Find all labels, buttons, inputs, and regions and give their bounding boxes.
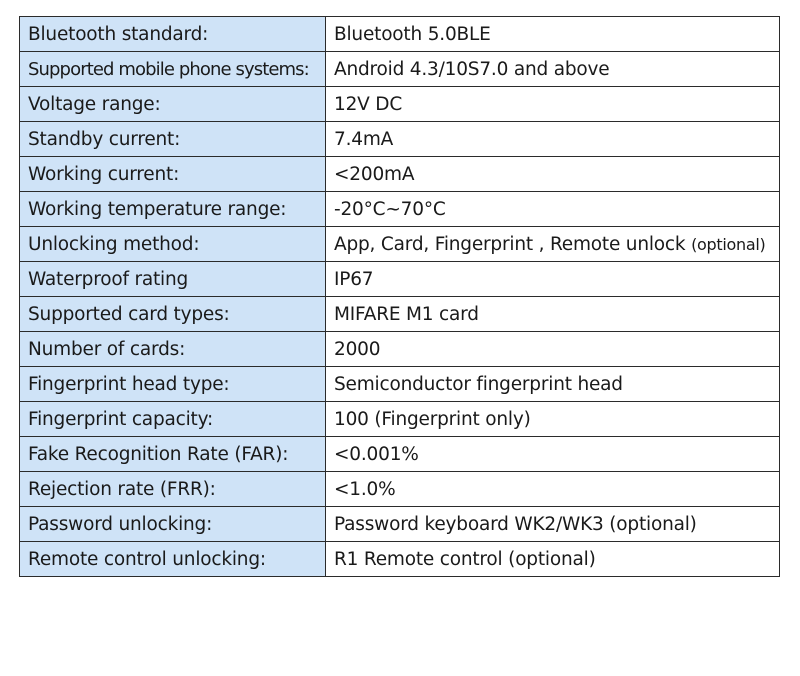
- spec-value: Password keyboard WK2/WK3 (optional): [326, 507, 780, 542]
- spec-value: MIFARE M1 card: [326, 297, 780, 332]
- spec-value: 100 (Fingerprint only): [326, 402, 780, 437]
- table-row: [20, 542, 780, 577]
- table-row: [20, 297, 780, 332]
- spec-value: Bluetooth 5.0BLE: [326, 17, 780, 52]
- spec-label: Supported card types:: [20, 297, 326, 332]
- spec-label: Unlocking method:: [20, 227, 326, 262]
- table-row: [20, 227, 780, 262]
- table-row: [20, 262, 780, 297]
- spec-label: Fingerprint head type:: [20, 367, 326, 402]
- spec-label: Rejection rate (FRR):: [20, 472, 326, 507]
- table-row: [20, 437, 780, 472]
- table-row: [20, 507, 780, 542]
- table-row: [20, 367, 780, 402]
- spec-label: Number of cards:: [20, 332, 326, 367]
- spec-label: Remote control unlocking:: [20, 542, 326, 577]
- table-row: [20, 332, 780, 367]
- spec-value: 2000: [326, 332, 780, 367]
- spec-label: Working current:: [20, 157, 326, 192]
- spec-value: [326, 227, 780, 262]
- spec-value: -20°C~70°C: [326, 192, 780, 227]
- spec-table: [19, 16, 780, 577]
- spec-value: Semiconductor fingerprint head: [326, 367, 780, 402]
- spec-value: Android 4.3/10S7.0 and above: [326, 52, 780, 87]
- spec-label: Standby current:: [20, 122, 326, 157]
- table-row: [20, 157, 780, 192]
- spec-label: Supported mobile phone systems:: [20, 52, 326, 87]
- spec-label: Fake Recognition Rate (FAR):: [20, 437, 326, 472]
- spec-label: Waterproof rating: [20, 262, 326, 297]
- table-row: [20, 402, 780, 437]
- table-row: [20, 17, 780, 52]
- spec-value: <0.001%: [326, 437, 780, 472]
- spec-value: IP67: [326, 262, 780, 297]
- spec-value: 12V DC: [326, 87, 780, 122]
- spec-value: <200mA: [326, 157, 780, 192]
- spec-value-text: App, Card, Fingerprint , Remote unlock: [334, 233, 686, 255]
- spec-label: Fingerprint capacity:: [20, 402, 326, 437]
- table-row: [20, 87, 780, 122]
- spec-value: <1.0%: [326, 472, 780, 507]
- spec-label: Bluetooth standard:: [20, 17, 326, 52]
- spec-label: Password unlocking:: [20, 507, 326, 542]
- spec-value: 7.4mA: [326, 122, 780, 157]
- spec-value: R1 Remote control (optional): [326, 542, 780, 577]
- table-row: [20, 192, 780, 227]
- table-row: [20, 122, 780, 157]
- spec-label: Working temperature range:: [20, 192, 326, 227]
- table-row: [20, 472, 780, 507]
- spec-label: Voltage range:: [20, 87, 326, 122]
- optional-note: (optional): [691, 234, 766, 254]
- table-row: [20, 52, 780, 87]
